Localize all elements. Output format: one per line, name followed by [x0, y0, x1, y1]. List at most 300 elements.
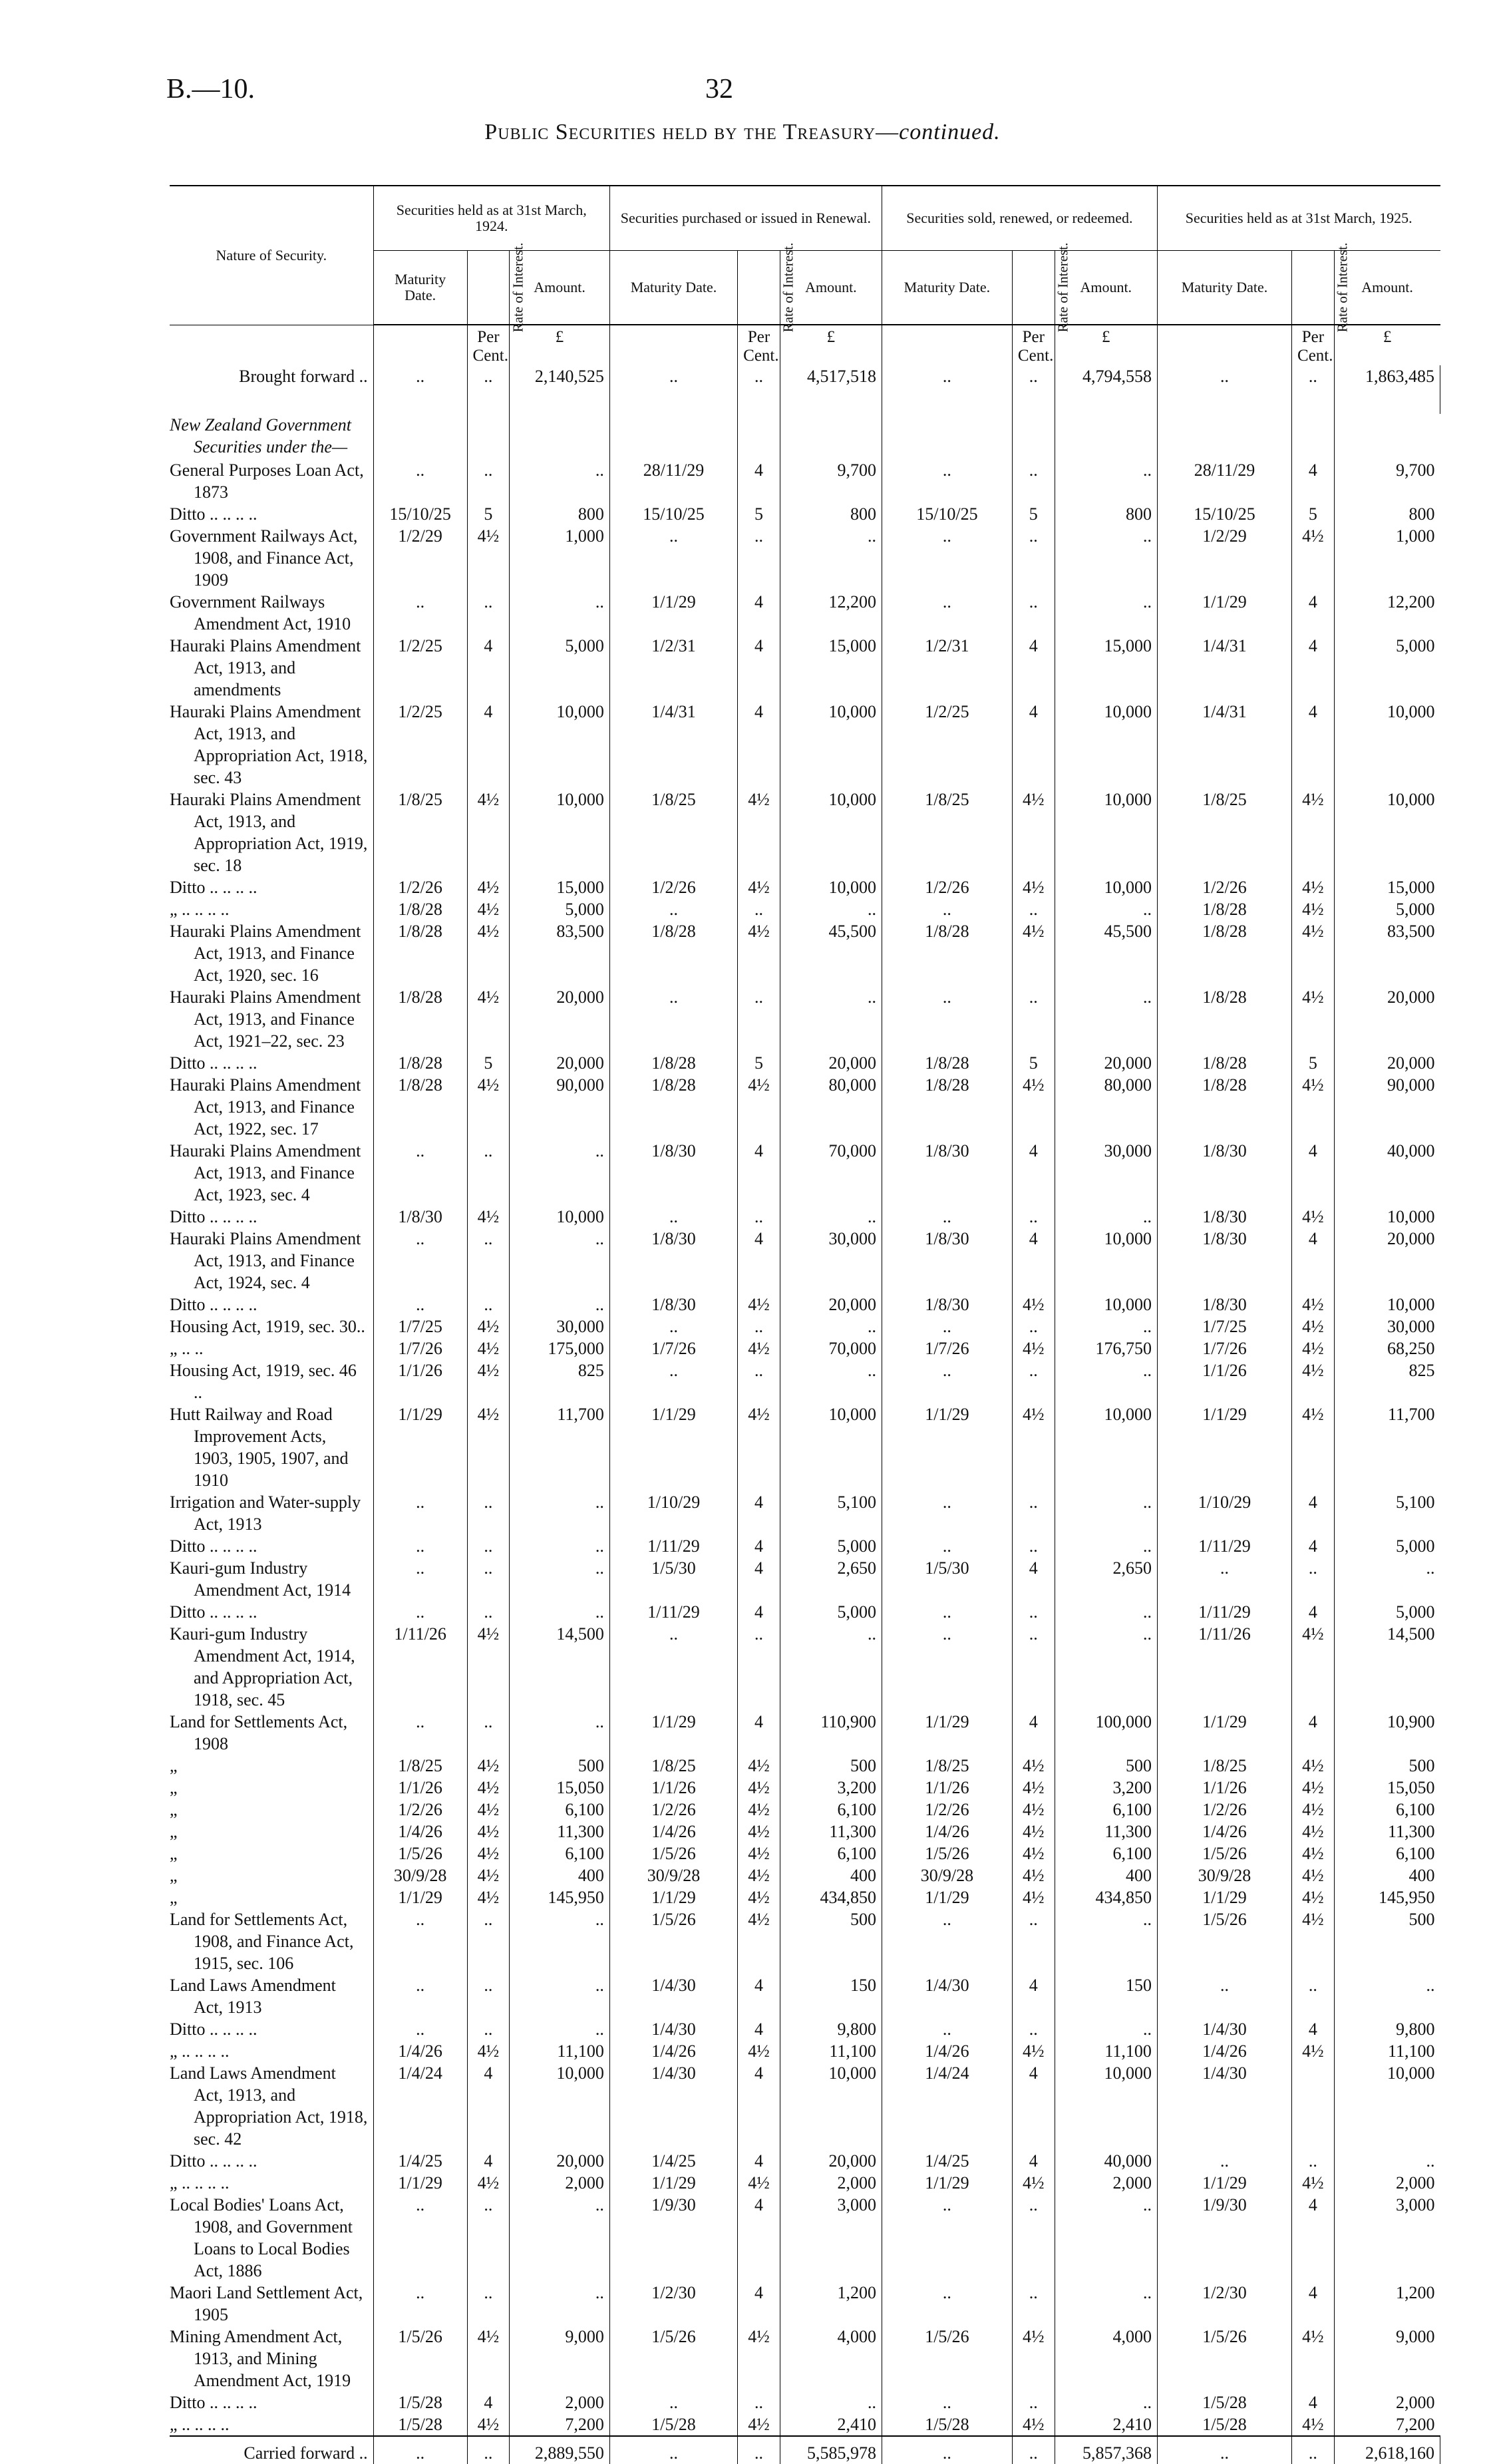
- table-row: [170, 1294, 1440, 1316]
- amount-cell: 434,850: [1055, 1886, 1157, 1908]
- maturity-date-cell: 1/2/26: [1157, 876, 1291, 898]
- rate-unit: Per Cent.: [1292, 325, 1335, 365]
- maturity-date-cell: ..: [609, 1316, 737, 1337]
- amount-cell: 30,000: [510, 1316, 610, 1337]
- rate-of-interest-cell: ..: [1012, 1535, 1055, 1557]
- amount-cell: ..: [510, 2018, 610, 2040]
- document-reference: B.—10.: [166, 74, 255, 104]
- rate-of-interest-cell: 4: [1292, 701, 1335, 789]
- amount-cell: 30,000: [1334, 1316, 1440, 1337]
- rate-of-interest-cell: ..: [467, 2018, 510, 2040]
- maturity-date-cell: ..: [882, 898, 1012, 920]
- maturity-date-cell: 1/2/30: [1157, 2282, 1291, 2326]
- maturity-date-cell: 1/8/28: [1157, 1052, 1291, 1074]
- security-name: Hauraki Plains Amendment Act, 1913, and amendments: [170, 636, 361, 699]
- amount-cell: 6,100: [780, 1799, 882, 1821]
- maturity-date-cell: 1/2/26: [882, 876, 1012, 898]
- amount-cell: 10,000: [1055, 789, 1157, 876]
- maturity-date-cell: 1/4/26: [1157, 2040, 1291, 2062]
- rate-of-interest-cell: 4½: [467, 1843, 510, 1864]
- maturity-date-cell: ..: [882, 459, 1012, 503]
- rate-of-interest-cell: 4½: [1012, 1403, 1055, 1491]
- amount-cell: 6,100: [1055, 1799, 1157, 1821]
- maturity-date-cell: 1/1/29: [609, 1886, 737, 1908]
- security-name: Land Laws Amendment Act, 1913: [170, 1976, 336, 2017]
- maturity-date-cell: ..: [373, 1908, 467, 1974]
- amount-cell: 6,100: [780, 1843, 882, 1864]
- maturity-date-cell: 1/4/24: [373, 2062, 467, 2150]
- amount-cell: 10,000: [780, 2062, 882, 2150]
- rate-of-interest-cell: ..: [1012, 2282, 1055, 2326]
- rate-of-interest-cell: 4: [467, 2062, 510, 2150]
- rate-of-interest-cell: 4½: [738, 1403, 780, 1491]
- maturity-date-cell: 1/1/26: [1157, 1359, 1291, 1403]
- table-row: [170, 503, 1440, 525]
- rate-of-interest-cell: 4½: [1292, 1908, 1335, 1974]
- amount-cell: ..: [780, 898, 882, 920]
- maturity-date-cell: 1/4/26: [373, 2040, 467, 2062]
- maturity-date-cell: 1/2/31: [609, 635, 737, 701]
- rate-of-interest-cell: 4½: [1292, 1799, 1335, 1821]
- table-row: [170, 635, 1440, 701]
- amount-cell: 5,000: [510, 898, 610, 920]
- rate-of-interest-cell: 4½: [467, 1074, 510, 1140]
- rate-of-interest-cell: 4½: [1012, 789, 1055, 876]
- rate-of-interest-cell: ..: [467, 459, 510, 503]
- rate-of-interest-cell: 4: [1012, 1557, 1055, 1601]
- maturity-date-cell: 1/5/28: [882, 2413, 1012, 2436]
- amount-cell: 15,000: [1334, 876, 1440, 898]
- amount-cell: ..: [1055, 1491, 1157, 1535]
- rate-of-interest-cell: 4½: [738, 2172, 780, 2194]
- rate-of-interest-cell: 4½: [467, 525, 510, 591]
- amount-cell: 2,410: [1055, 2413, 1157, 2436]
- rate-of-interest-cell: ..: [467, 591, 510, 635]
- amount-cell: ..: [510, 1140, 610, 1206]
- rate-of-interest-cell: 5: [1012, 503, 1055, 525]
- maturity-date-cell: 1/2/26: [609, 1799, 737, 1821]
- table-row: [170, 459, 1440, 503]
- amount-cell: 2,000: [510, 2172, 610, 2194]
- maturity-date-cell: 1/5/26: [1157, 2326, 1291, 2391]
- amount-cell: 10,000: [780, 701, 882, 789]
- table-title: [0, 120, 1485, 145]
- amount-cell: 20,000: [510, 986, 610, 1052]
- amount-cell: 12,200: [1334, 591, 1440, 635]
- table-title-main: Public Securities held by the Treasury—: [484, 120, 900, 144]
- amount-cell: 9,000: [510, 2326, 610, 2391]
- amount-cell: 145,950: [1334, 1886, 1440, 1908]
- rate-of-interest-cell: [1292, 2062, 1335, 2150]
- maturity-date-cell: 30/9/28: [1157, 1864, 1291, 1886]
- rate-of-interest-cell: 4½: [1292, 1294, 1335, 1316]
- maturity-date-cell: 1/2/26: [609, 876, 737, 898]
- maturity-date-cell: 15/10/25: [882, 503, 1012, 525]
- rate-of-interest-cell: ..: [467, 2194, 510, 2282]
- table-row: [170, 1777, 1440, 1799]
- amount-cell: 6,100: [1334, 1843, 1440, 1864]
- amount-header: Amount.: [1055, 251, 1157, 325]
- rate-of-interest-cell: 4½: [738, 789, 780, 876]
- amount-cell: 5,000: [510, 635, 610, 701]
- security-name: „: [170, 1844, 178, 1863]
- maturity-date-cell: 1/7/25: [1157, 1316, 1291, 1337]
- rate-of-interest-cell: 4½: [1012, 920, 1055, 986]
- amount-cell: 80,000: [1055, 1074, 1157, 1140]
- rate-of-interest-cell: 4½: [1292, 1777, 1335, 1799]
- amount-cell: ..: [1055, 1908, 1157, 1974]
- maturity-date-header: Maturity Date.: [882, 251, 1012, 325]
- amount-cell: ..: [1055, 2391, 1157, 2413]
- table-row: [170, 1403, 1440, 1491]
- rate-of-interest-cell: 5: [1292, 503, 1335, 525]
- table-row: [170, 1557, 1440, 1601]
- amount-cell: ..: [510, 1294, 610, 1316]
- security-name: Government Railways Amendment Act, 1910: [170, 592, 351, 633]
- brought-forward-total: 4,517,518: [780, 365, 882, 414]
- maturity-date-cell: 1/4/25: [882, 2150, 1012, 2172]
- maturity-date-cell: 1/10/29: [1157, 1491, 1291, 1535]
- table-row: [170, 2172, 1440, 2194]
- rate-of-interest-cell: 5: [1012, 1052, 1055, 1074]
- rate-of-interest-cell: 4½: [467, 1777, 510, 1799]
- maturity-date-cell: ..: [1157, 1557, 1291, 1601]
- rate-of-interest-cell: 4½: [467, 1755, 510, 1777]
- rate-of-interest-cell: 4: [467, 635, 510, 701]
- security-name: Hauraki Plains Amendment Act, 1913, and Finance Act, 1920, sec. 16: [170, 922, 361, 985]
- amount-cell: 5,000: [1334, 1601, 1440, 1623]
- rate-of-interest-cell: ..: [467, 1535, 510, 1557]
- maturity-date-cell: 1/5/28: [1157, 2413, 1291, 2436]
- maturity-date-cell: 1/8/30: [373, 1206, 467, 1228]
- amount-cell: 20,000: [780, 1052, 882, 1074]
- maturity-date-cell: ..: [373, 1711, 467, 1755]
- maturity-date-cell: ..: [882, 1316, 1012, 1337]
- maturity-date-cell: 1/8/25: [609, 789, 737, 876]
- rate-of-interest-cell: ..: [738, 1316, 780, 1337]
- amount-cell: 20,000: [780, 1294, 882, 1316]
- amount-cell: 10,000: [1334, 2062, 1440, 2150]
- rate-of-interest-cell: ..: [467, 1601, 510, 1623]
- maturity-date-cell: 1/8/30: [609, 1294, 737, 1316]
- section-heading: New Zealand Government Securities under the—: [170, 415, 351, 456]
- rate-of-interest-cell: 4½: [1012, 1864, 1055, 1886]
- rate-of-interest-cell: 4: [467, 701, 510, 789]
- amount-cell: ..: [1334, 2150, 1440, 2172]
- maturity-date-cell: 1/2/25: [373, 701, 467, 789]
- security-name: Hauraki Plains Amendment Act, 1913, and Appropriation Act, 1918, sec. 43: [170, 702, 368, 787]
- amount-cell: ..: [1055, 2194, 1157, 2282]
- amount-cell: 83,500: [510, 920, 610, 986]
- maturity-date-cell: 1/4/26: [882, 1821, 1012, 1843]
- maturity-date-cell: 1/8/28: [882, 1074, 1012, 1140]
- amount-cell: ..: [1055, 1623, 1157, 1711]
- rate-of-interest-cell: 4½: [1292, 1359, 1335, 1403]
- maturity-date-cell: ..: [882, 986, 1012, 1052]
- rate-of-interest-cell: 4½: [738, 2040, 780, 2062]
- table-row: [170, 1711, 1440, 1755]
- amount-cell: 10,000: [1055, 2062, 1157, 2150]
- maturity-date-cell: ..: [1157, 2150, 1291, 2172]
- maturity-date-cell: 30/9/28: [373, 1864, 467, 1886]
- amount-cell: ..: [1055, 459, 1157, 503]
- security-name: Ditto .. .. .. ..: [170, 1602, 257, 1622]
- rate-of-interest-cell: ..: [1012, 898, 1055, 920]
- blank-cell: ..: [1292, 2436, 1335, 2464]
- security-name: Land for Settlements Act, 1908: [170, 1712, 348, 1753]
- maturity-date-cell: ..: [609, 1623, 737, 1711]
- maturity-date-cell: 1/5/26: [882, 1843, 1012, 1864]
- rate-of-interest-cell: 4: [738, 459, 780, 503]
- carried-forward-label: Carried forward ..: [170, 2436, 373, 2464]
- rate-of-interest-header: Rate of Interest.: [1334, 242, 1351, 333]
- rate-of-interest-cell: 4½: [467, 1821, 510, 1843]
- maturity-date-cell: ..: [882, 525, 1012, 591]
- rate-of-interest-cell: ..: [1012, 1316, 1055, 1337]
- rate-of-interest-cell: 4½: [1292, 1843, 1335, 1864]
- maturity-date-cell: 1/1/29: [373, 2172, 467, 2194]
- maturity-date-header: Maturity Date.: [373, 251, 467, 325]
- maturity-date-cell: 1/5/30: [882, 1557, 1012, 1601]
- amount-cell: 9,700: [1334, 459, 1440, 503]
- rate-of-interest-cell: ..: [1292, 1557, 1335, 1601]
- rate-of-interest-cell: 4½: [1012, 1799, 1055, 1821]
- maturity-date-cell: 1/8/28: [373, 986, 467, 1052]
- amount-header: Amount.: [780, 251, 882, 325]
- amount-cell: 40,000: [1334, 1140, 1440, 1206]
- rate-of-interest-cell: 4½: [1292, 876, 1335, 898]
- rate-of-interest-cell: ..: [1012, 2391, 1055, 2413]
- rate-of-interest-cell: 4½: [467, 1886, 510, 1908]
- security-name: Ditto .. .. .. ..: [170, 1536, 257, 1556]
- maturity-date-cell: 1/8/25: [1157, 1755, 1291, 1777]
- amount-cell: 15,000: [510, 876, 610, 898]
- amount-cell: 5,000: [780, 1535, 882, 1557]
- table-row: [170, 2413, 1440, 2436]
- amount-cell: 20,000: [510, 1052, 610, 1074]
- rate-of-interest-header: Rate of Interest.: [509, 242, 526, 333]
- rate-of-interest-cell: 4½: [738, 1799, 780, 1821]
- table-row: [170, 2018, 1440, 2040]
- blank-cell: ..: [373, 365, 467, 414]
- amount-cell: ..: [780, 1316, 882, 1337]
- carried-forward-total: 5,585,978: [780, 2436, 882, 2464]
- rate-of-interest-cell: 5: [467, 503, 510, 525]
- amount-cell: ..: [1334, 1557, 1440, 1601]
- rate-of-interest-cell: ..: [467, 1294, 510, 1316]
- rate-of-interest-cell: 4: [738, 2018, 780, 2040]
- brought-forward-total: 1,863,485: [1334, 365, 1440, 414]
- security-name: Ditto .. .. .. ..: [170, 2020, 257, 2039]
- maturity-date-cell: 1/4/30: [609, 2018, 737, 2040]
- rate-of-interest-cell: ..: [1012, 986, 1055, 1052]
- maturity-date-cell: 1/2/25: [882, 701, 1012, 789]
- rate-of-interest-cell: 4: [1292, 1491, 1335, 1535]
- maturity-date-cell: 1/8/30: [882, 1140, 1012, 1206]
- amount-cell: 15,000: [780, 635, 882, 701]
- amount-cell: 500: [780, 1755, 882, 1777]
- rate-of-interest-cell: 4: [1012, 1228, 1055, 1294]
- rate-of-interest-cell: 4: [738, 2150, 780, 2172]
- maturity-date-cell: 1/4/30: [609, 2062, 737, 2150]
- maturity-date-cell: ..: [609, 525, 737, 591]
- security-name: Housing Act, 1919, sec. 46 ..: [170, 1361, 357, 1402]
- amount-cell: 11,300: [510, 1821, 610, 1843]
- table-row: [170, 2150, 1440, 2172]
- table-row: [170, 2282, 1440, 2326]
- rate-of-interest-cell: 4: [738, 1557, 780, 1601]
- security-name: Hauraki Plains Amendment Act, 1913, and Finance Act, 1922, sec. 17: [170, 1075, 361, 1139]
- rate-of-interest-cell: 4½: [467, 1623, 510, 1711]
- amount-cell: 6,100: [1055, 1843, 1157, 1864]
- amount-cell: 10,000: [1055, 876, 1157, 898]
- table-row: [170, 1316, 1440, 1337]
- amount-cell: 11,100: [1334, 2040, 1440, 2062]
- maturity-date-cell: 1/9/30: [1157, 2194, 1291, 2282]
- amount-cell: ..: [1055, 2282, 1157, 2326]
- units-row: [170, 325, 1440, 365]
- maturity-date-cell: 1/11/29: [1157, 1535, 1291, 1557]
- amount-cell: 500: [1334, 1908, 1440, 1974]
- table-title-suffix: continued.: [899, 120, 1001, 144]
- rate-of-interest-cell: 4: [467, 2150, 510, 2172]
- rate-of-interest-cell: ..: [738, 1623, 780, 1711]
- security-name: Land Laws Amendment Act, 1913, and Appropriation Act, 1918, sec. 42: [170, 2063, 368, 2149]
- rate-of-interest-cell: 4: [738, 2194, 780, 2282]
- blank-cell: ..: [609, 365, 737, 414]
- maturity-date-cell: 1/5/26: [373, 1843, 467, 1864]
- maturity-date-cell: 1/5/26: [609, 2326, 737, 2391]
- security-name: „: [170, 1778, 178, 1797]
- amount-cell: ..: [780, 1359, 882, 1403]
- amount-cell: 83,500: [1334, 920, 1440, 986]
- maturity-date-cell: ..: [373, 1140, 467, 1206]
- maturity-date-cell: ..: [373, 1974, 467, 2018]
- maturity-date-cell: 1/8/30: [609, 1140, 737, 1206]
- rate-of-interest-cell: 4: [1292, 591, 1335, 635]
- rate-of-interest-cell: 4: [467, 2391, 510, 2413]
- rate-of-interest-cell: 4½: [738, 1337, 780, 1359]
- table-row: [170, 1843, 1440, 1864]
- table-row: [170, 1052, 1440, 1074]
- rate-of-interest-cell: 4½: [467, 920, 510, 986]
- maturity-date-cell: 1/8/28: [882, 920, 1012, 986]
- amount-cell: 1,000: [510, 525, 610, 591]
- amount-cell: 5,100: [1334, 1491, 1440, 1535]
- rate-of-interest-cell: 4½: [1292, 1864, 1335, 1886]
- table-row: [170, 898, 1440, 920]
- maturity-date-cell: 1/1/29: [609, 1403, 737, 1491]
- security-name: Hauraki Plains Amendment Act, 1913, and Finance Act, 1923, sec. 4: [170, 1141, 361, 1204]
- maturity-date-cell: 1/8/28: [373, 1052, 467, 1074]
- rate-of-interest-cell: 4: [1012, 635, 1055, 701]
- amount-cell: 7,200: [510, 2413, 610, 2436]
- amount-cell: 10,000: [780, 789, 882, 876]
- maturity-date-cell: 1/8/28: [609, 1074, 737, 1140]
- security-name: „ .. .. .. ..: [170, 2415, 230, 2434]
- amount-cell: 2,650: [1055, 1557, 1157, 1601]
- amount-cell: ..: [1055, 1316, 1157, 1337]
- amount-cell: ..: [780, 986, 882, 1052]
- amount-cell: 3,000: [1334, 2194, 1440, 2282]
- amount-cell: 9,800: [780, 2018, 882, 2040]
- rate-of-interest-cell: 4½: [738, 1755, 780, 1777]
- maturity-date-cell: ..: [882, 1908, 1012, 1974]
- rate-of-interest-cell: 4: [1292, 635, 1335, 701]
- rate-of-interest-cell: 4½: [738, 2413, 780, 2436]
- rate-of-interest-cell: 4½: [467, 1799, 510, 1821]
- table-row: [170, 1535, 1440, 1557]
- rate-of-interest-cell: 4½: [467, 1316, 510, 1337]
- amount-cell: 15,050: [510, 1777, 610, 1799]
- amount-cell: 11,100: [1055, 2040, 1157, 2062]
- amount-cell: 100,000: [1055, 1711, 1157, 1755]
- amount-cell: ..: [780, 525, 882, 591]
- amount-cell: 11,300: [1055, 1821, 1157, 1843]
- blank-cell: ..: [882, 2436, 1012, 2464]
- table-row: [170, 1974, 1440, 2018]
- rate-of-interest-cell: 4: [1292, 1711, 1335, 1755]
- amount-cell: 30,000: [1055, 1140, 1157, 1206]
- maturity-date-cell: 1/9/30: [609, 2194, 737, 2282]
- security-name: Hauraki Plains Amendment Act, 1913, and Appropriation Act, 1919, sec. 18: [170, 790, 368, 875]
- amount-cell: 90,000: [1334, 1074, 1440, 1140]
- rate-of-interest-cell: ..: [1012, 1908, 1055, 1974]
- amount-header: Amount.: [510, 251, 610, 325]
- table-row: [170, 1206, 1440, 1228]
- rate-of-interest-cell: 4: [1012, 1974, 1055, 2018]
- rate-of-interest-cell: 4½: [1012, 2413, 1055, 2436]
- amount-cell: 10,000: [1334, 1206, 1440, 1228]
- maturity-date-cell: 30/9/28: [609, 1864, 737, 1886]
- amount-cell: 10,000: [1055, 701, 1157, 789]
- maturity-date-cell: 1/4/26: [373, 1821, 467, 1843]
- rate-of-interest-cell: ..: [738, 986, 780, 1052]
- maturity-date-cell: 1/1/29: [609, 2172, 737, 2194]
- amount-cell: 10,000: [780, 876, 882, 898]
- table-row: [170, 1886, 1440, 1908]
- maturity-date-cell: 1/1/29: [373, 1886, 467, 1908]
- carried-forward-row: [170, 2436, 1440, 2464]
- maturity-date-cell: 1/10/29: [609, 1491, 737, 1535]
- security-name: Housing Act, 1919, sec. 30..: [170, 1317, 365, 1336]
- rate-of-interest-cell: 4: [1012, 2062, 1055, 2150]
- maturity-date-cell: 1/4/25: [609, 2150, 737, 2172]
- rate-of-interest-cell: 4: [1012, 2150, 1055, 2172]
- maturity-date-cell: ..: [373, 1601, 467, 1623]
- table-row: [170, 1601, 1440, 1623]
- amount-cell: ..: [510, 2282, 610, 2326]
- rate-of-interest-cell: 4½: [467, 1206, 510, 1228]
- maturity-date-cell: 1/11/26: [1157, 1623, 1291, 1711]
- rate-of-interest-cell: 4: [738, 2282, 780, 2326]
- maturity-date-cell: ..: [609, 1359, 737, 1403]
- maturity-date-cell: ..: [882, 2391, 1012, 2413]
- amount-cell: 2,000: [510, 2391, 610, 2413]
- amount-cell: 6,100: [510, 1843, 610, 1864]
- rate-of-interest-cell: 4½: [1012, 2172, 1055, 2194]
- maturity-date-cell: 1/1/29: [373, 1403, 467, 1491]
- rate-of-interest-cell: 4½: [738, 1864, 780, 1886]
- rate-of-interest-cell: 4½: [738, 2326, 780, 2391]
- amount-cell: 5,000: [780, 1601, 882, 1623]
- maturity-date-cell: 1/8/30: [882, 1294, 1012, 1316]
- blank-cell: ..: [1157, 2436, 1291, 2464]
- security-name: Ditto .. .. .. ..: [170, 2151, 257, 2171]
- maturity-date-cell: 1/1/29: [1157, 591, 1291, 635]
- maturity-date-cell: ..: [373, 1557, 467, 1601]
- amount-cell: 825: [1334, 1359, 1440, 1403]
